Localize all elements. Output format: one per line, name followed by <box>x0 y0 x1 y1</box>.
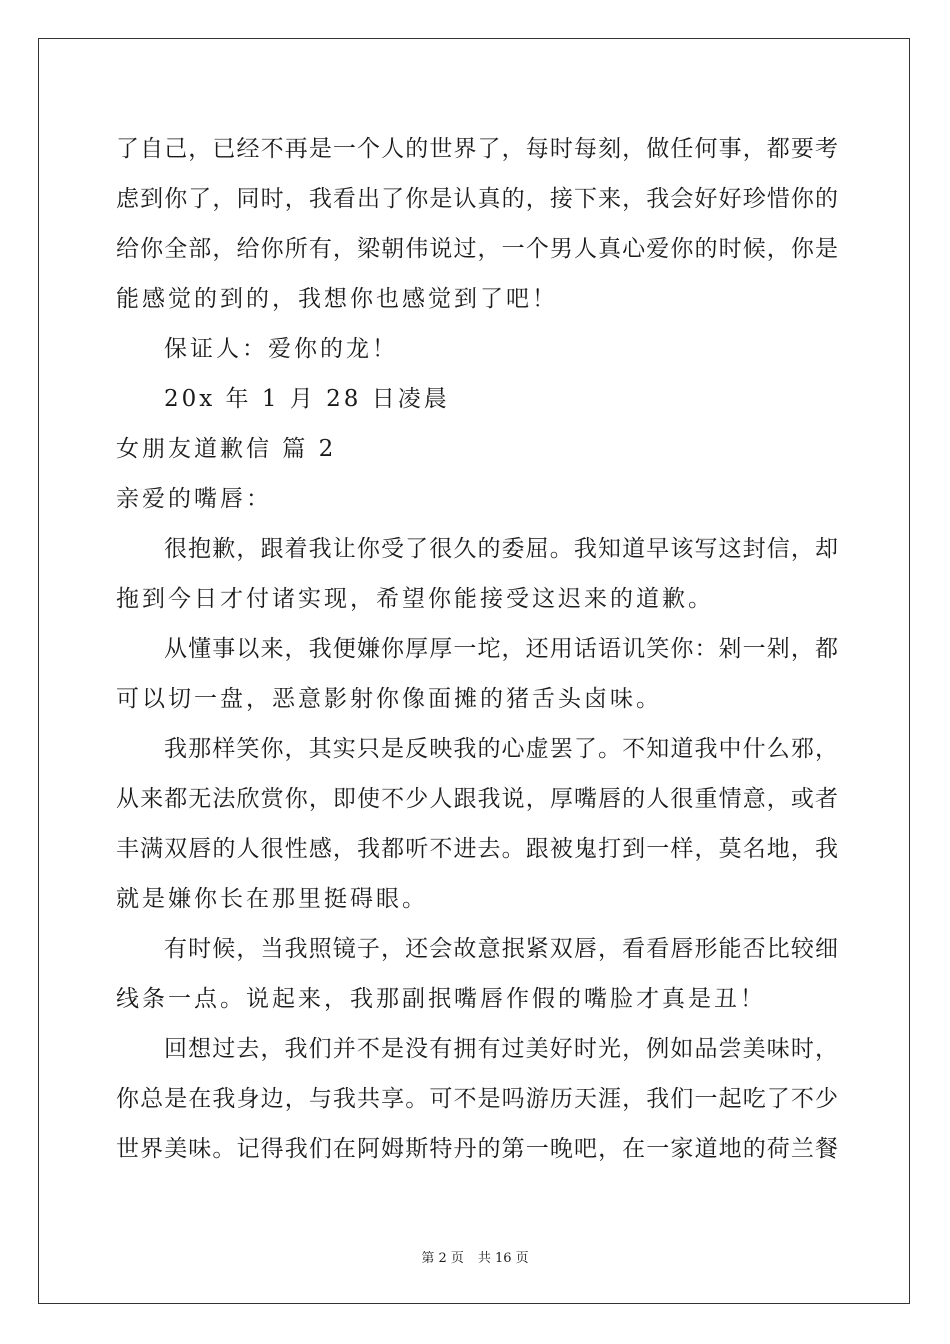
text-line: 虑到你了，同时，我看出了你是认真的，接下来，我会好好珍惜你的 <box>116 186 838 212</box>
page-footer <box>0 1247 950 1266</box>
text-line: 有时候，当我照镜子，还会故意抿紧双唇，看看唇形能否比较细 <box>164 936 838 962</box>
text-line: 丰满双唇的人很性感，我都听不进去。跟被鬼打到一样，莫名地，我 <box>116 836 838 862</box>
page-number: 第 2 页 <box>421 1251 464 1266</box>
text-line: 我那样笑你，其实只是反映我的心虚罢了。不知道我中什么邪， <box>164 736 838 762</box>
text-line: 就是嫌你长在那里挺碍眼。 <box>116 886 428 912</box>
text-line: 可以切一盘，恶意影射你像面摊的猪舌头卤味。 <box>116 686 662 712</box>
text-line: 很抱歉，跟着我让你受了很久的委屈。我知道早该写这封信，却 <box>164 536 838 562</box>
text-line: 从来都无法欣赏你，即使不少人跟我说，厚嘴唇的人很重情意，或者 <box>116 786 838 812</box>
text-line: 你总是在我身边，与我共享。可不是吗游历天涯，我们一起吃了不少 <box>116 1086 838 1112</box>
section-heading: 女朋友道歉信 篇 2 <box>116 436 337 462</box>
signature-line: 保证人：爱你的龙！ <box>164 336 398 362</box>
salutation: 亲爱的嘴唇： <box>116 486 272 512</box>
text-line: 拖到今日才付诸实现，希望你能接受这迟来的道歉。 <box>116 586 714 612</box>
text-line: 给你全部，给你所有，梁朝伟说过，一个男人真心爱你的时候，你是 <box>116 236 838 262</box>
text-line: 线条一点。说起来，我那副抿嘴唇作假的嘴脸才真是丑！ <box>116 986 766 1012</box>
text-line: 从懂事以来，我便嫌你厚厚一坨，还用话语讥笑你：剁一剁，都 <box>164 636 838 662</box>
text-line: 世界美味。记得我们在阿姆斯特丹的第一晚吧，在一家道地的荷兰餐 <box>116 1136 838 1162</box>
text-line: 了自己，已经不再是一个人的世界了，每时每刻，做任何事，都要考 <box>116 136 838 162</box>
document-body <box>116 124 838 1174</box>
text-line: 能感觉的到的，我想你也感觉到了吧！ <box>116 286 558 312</box>
page-total: 共 16 页 <box>477 1251 529 1266</box>
date-line: 20x 年 1 月 28 日凌晨 <box>164 386 450 412</box>
text-line: 回想过去，我们并不是没有拥有过美好时光，例如品尝美味时， <box>164 1036 838 1062</box>
